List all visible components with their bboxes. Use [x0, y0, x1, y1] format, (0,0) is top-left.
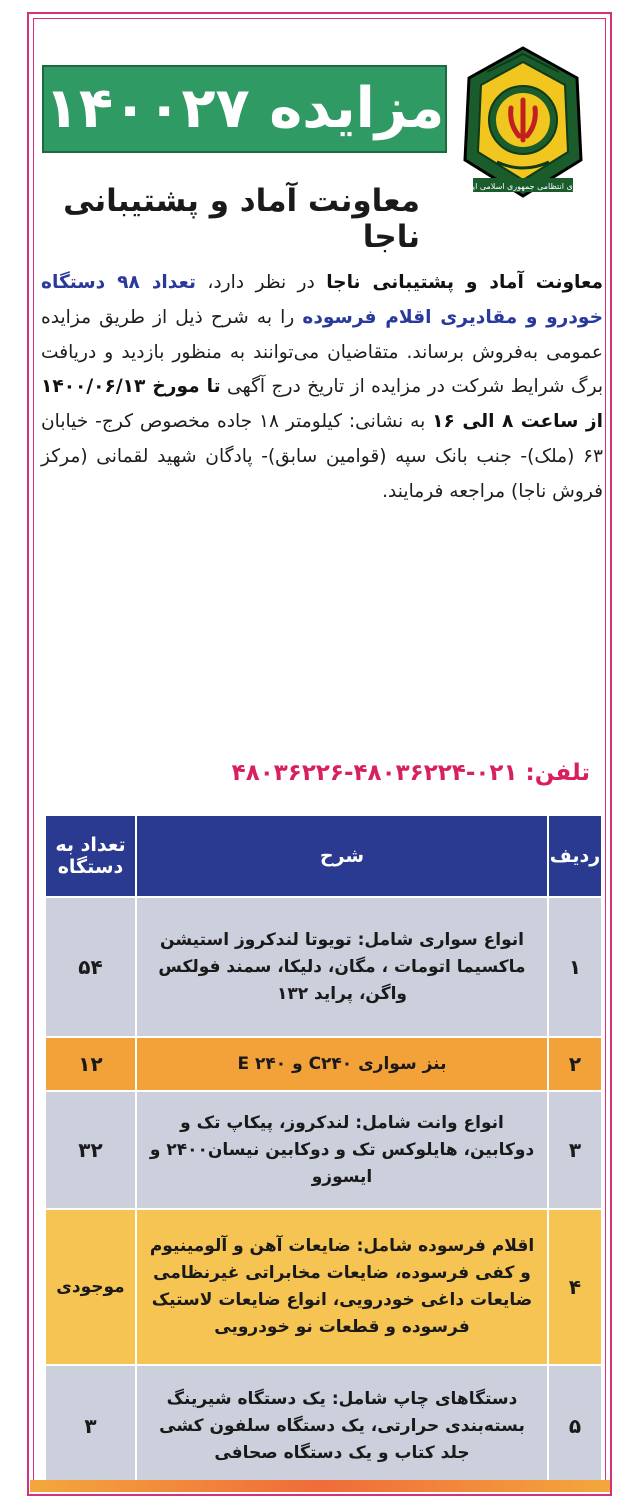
header-row-number: ردیف — [548, 815, 602, 897]
header-count: تعداد به دستگاه — [45, 815, 136, 897]
org-title: معاونت آماد و پشتیبانی ناجا — [63, 183, 420, 255]
row-number: ۳ — [548, 1091, 602, 1209]
police-emblem-icon — [457, 42, 589, 202]
auction-banner: مزایده ۱۴۰۰۲۷ — [42, 65, 447, 153]
items-table — [44, 814, 603, 1488]
phone-number[interactable]: ۰۲۱-۴۸۰۳۶۲۲۴-۴۸۰۳۶۲۲۶ — [231, 760, 518, 786]
table-row — [45, 1091, 602, 1209]
row-description: بنز سواری C۲۴۰ و E ۲۴۰ — [136, 1037, 548, 1091]
table-row — [45, 897, 602, 1037]
body-org-name: معاونت آماد و پشتیبانی ناجا — [326, 272, 603, 293]
table-row — [45, 1037, 602, 1091]
row-description: انواع سواری شامل: تویوتا لندکروز استیشن ماکسیما اتومات ، مگان، دلیکا، سمند فولکس واگن، پراید ۱۳۲ — [136, 897, 548, 1037]
row-count: ۳۲ — [45, 1091, 136, 1209]
row-number: ۱ — [548, 897, 602, 1037]
announcement-body — [41, 266, 603, 510]
row-count: موجودی — [45, 1209, 136, 1365]
row-count: ۱۲ — [45, 1037, 136, 1091]
row-description: اقلام فرسوده شامل: ضایعات آهن و آلومینیوم و کفی فرسوده، ضایعات مخابراتی غیرنظامی ضایعات داغی خودرویی، انواع ضایعات لاستیک فرسوده و قطعات نو خودرویی — [136, 1209, 548, 1365]
body-text-2: را به شرح ذیل از طریق مزایده عمومی به‌فروش برساند. متقاضیان می‌توانند به منظور بازدید و دریافت برگ شرایط شرکت در مزایده از تاریخ درج آگهی — [41, 306, 604, 398]
row-number: ۲ — [548, 1037, 602, 1091]
row-description: انواع وانت شامل: لندکروز، پیکاپ تک و دوکابین، هایلوکس تک و دوکابین نیسان۲۴۰۰ و ایسوزو — [136, 1091, 548, 1209]
body-text-3: به نشانی: کیلومتر ۱۸ جاده مخصوص کرج- خیابان ۶۳ (ملک)- جنب بانک سپه (قوامین سابق)- پادگان شهید لقمانی (مرکز فروش ناجا) مراجعه فرمایند. — [41, 411, 603, 502]
row-description: دستگاهای چاپ شامل: یک دستگاه شیرینگ بسته‌بندی حرارتی، یک دستگاه سلفون کشی جلد کتاب و یک دستگاه صحافی — [136, 1365, 548, 1487]
row-count: ۳ — [45, 1365, 136, 1487]
body-text-1: در نظر دارد، — [195, 272, 327, 293]
bottom-decor-strip — [30, 1480, 610, 1492]
header-description: شرح — [136, 815, 548, 897]
emblem-caption: نیروی انتظامی جمهوری اسلامی ایران — [460, 182, 586, 191]
row-count: ۵۴ — [45, 897, 136, 1037]
row-number: ۴ — [548, 1209, 602, 1365]
phone-label: تلفن: — [525, 760, 590, 786]
body-deadline: تا مورخ ۱۴۰۰/۰۶/۱۳ از ساعت ۸ الی ۱۶ — [41, 376, 603, 433]
table-header-row — [45, 815, 602, 897]
table-row — [45, 1209, 602, 1365]
phone-line — [120, 760, 590, 798]
body-highlight-items: تعداد ۹۸ دستگاه خودرو و مقادیری اقلام فرسوده — [41, 272, 603, 328]
table-row — [45, 1365, 602, 1487]
row-number: ۵ — [548, 1365, 602, 1487]
